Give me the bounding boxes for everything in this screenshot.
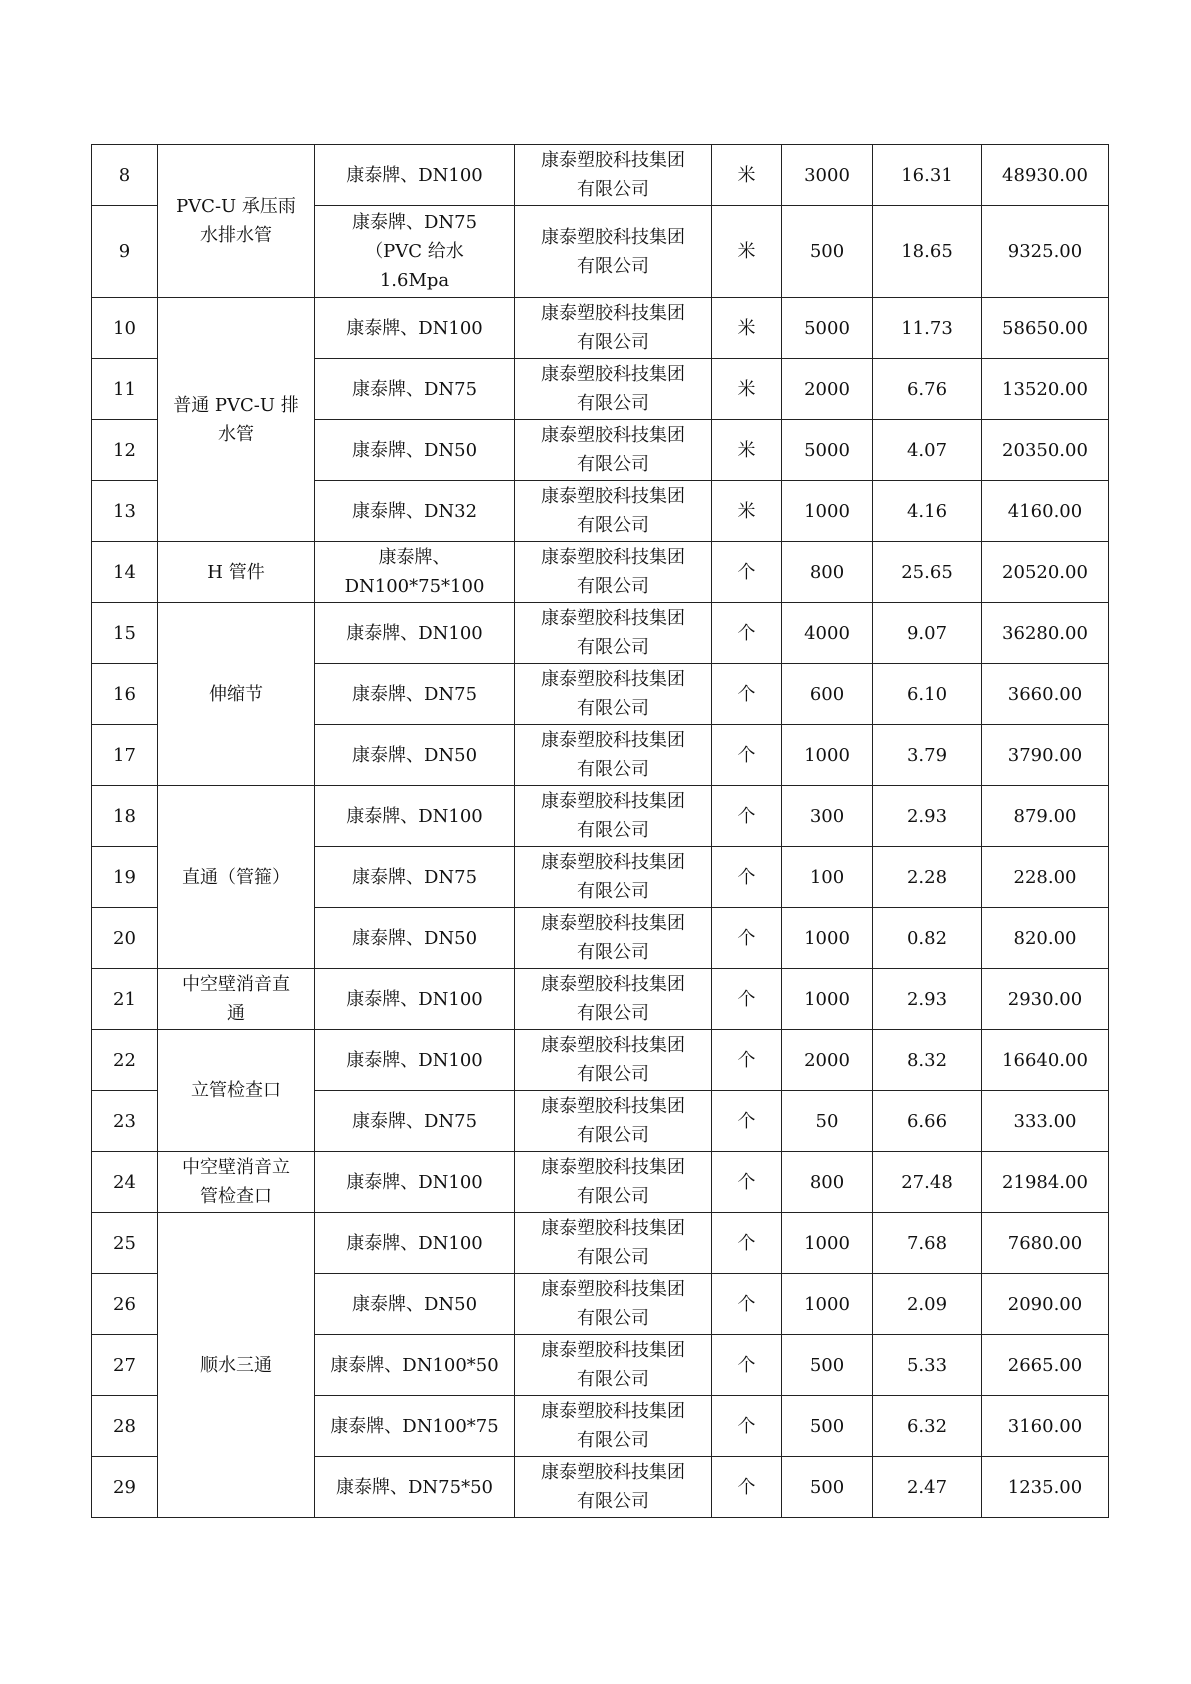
item-unit-price: 4.16 (873, 481, 982, 542)
item-manufacturer-line: 康泰塑胶科技集团 (541, 425, 685, 446)
item-manufacturer-line: 康泰塑胶科技集团 (541, 791, 685, 812)
item-total: 333.00 (982, 1091, 1109, 1152)
item-total: 3160.00 (982, 1396, 1109, 1457)
item-manufacturer-line: 有限公司 (577, 454, 649, 475)
item-quantity: 500 (782, 1335, 873, 1396)
item-quantity: 500 (782, 206, 873, 298)
item-manufacturer-line: 有限公司 (577, 637, 649, 658)
item-quantity: 1000 (782, 908, 873, 969)
item-total: 36280.00 (982, 603, 1109, 664)
item-name-line: 通 (227, 1003, 245, 1024)
item-name: 伸缩节 (158, 603, 315, 786)
item-manufacturer-line: 有限公司 (577, 393, 649, 414)
item-unit-price: 2.93 (873, 969, 982, 1030)
table-row (92, 969, 1109, 1030)
item-manufacturer-line: 康泰塑胶科技集团 (541, 974, 685, 995)
item-manufacturer-line: 康泰塑胶科技集团 (541, 150, 685, 171)
item-name-line: 中空壁消音立 (182, 1157, 290, 1178)
item-quantity: 5000 (782, 298, 873, 359)
table-row (92, 1213, 1109, 1274)
item-manufacturer (515, 786, 712, 847)
item-unit: 个 (712, 664, 782, 725)
item-manufacturer (515, 481, 712, 542)
item-unit: 个 (712, 786, 782, 847)
table-row (92, 298, 1109, 359)
item-unit: 个 (712, 1213, 782, 1274)
item-unit: 个 (712, 1335, 782, 1396)
item-manufacturer (515, 298, 712, 359)
item-manufacturer-line: 康泰塑胶科技集团 (541, 608, 685, 629)
item-unit-price: 4.07 (873, 420, 982, 481)
item-name (158, 298, 315, 542)
item-total: 3790.00 (982, 725, 1109, 786)
item-manufacturer-line: 康泰塑胶科技集团 (541, 226, 685, 248)
item-manufacturer-line: 有限公司 (577, 1308, 649, 1329)
item-spec: 康泰牌、DN75*50 (315, 1457, 515, 1518)
item-spec: 康泰牌、DN75 (315, 1091, 515, 1152)
item-manufacturer-line: 有限公司 (577, 1247, 649, 1268)
item-name-line: 中空壁消音直 (182, 974, 290, 995)
item-name (158, 145, 315, 298)
item-manufacturer (515, 145, 712, 206)
item-total: 2930.00 (982, 969, 1109, 1030)
item-spec: 康泰牌、DN100 (315, 298, 515, 359)
item-total: 3660.00 (982, 664, 1109, 725)
item-number: 24 (92, 1152, 158, 1213)
item-name-line: 水管 (218, 423, 254, 445)
item-quantity: 5000 (782, 420, 873, 481)
item-spec: 康泰牌、DN100 (315, 145, 515, 206)
item-unit: 个 (712, 1274, 782, 1335)
item-quantity: 800 (782, 542, 873, 603)
item-spec: 康泰牌、DN75 (315, 847, 515, 908)
item-unit-price: 0.82 (873, 908, 982, 969)
item-spec: 康泰牌、DN100*50 (315, 1335, 515, 1396)
item-unit: 个 (712, 847, 782, 908)
item-manufacturer-line: 康泰塑胶科技集团 (541, 913, 685, 934)
item-total: 2090.00 (982, 1274, 1109, 1335)
item-unit: 个 (712, 908, 782, 969)
item-name: H 管件 (158, 542, 315, 603)
item-number: 29 (92, 1457, 158, 1518)
item-number: 27 (92, 1335, 158, 1396)
item-name-line: 普通 PVC-U 排 (173, 394, 299, 416)
item-total: 13520.00 (982, 359, 1109, 420)
item-manufacturer-line: 有限公司 (577, 698, 649, 719)
item-name-line: 水排水管 (200, 225, 272, 246)
item-spec: 康泰牌、DN75 (315, 359, 515, 420)
item-total: 20520.00 (982, 542, 1109, 603)
item-spec: 康泰牌、DN50 (315, 725, 515, 786)
item-total: 2665.00 (982, 1335, 1109, 1396)
item-manufacturer-line: 康泰塑胶科技集团 (541, 1401, 685, 1422)
item-unit-price: 6.32 (873, 1396, 982, 1457)
item-spec: 康泰牌、DN100 (315, 1152, 515, 1213)
item-manufacturer (515, 908, 712, 969)
item-unit: 个 (712, 1091, 782, 1152)
item-manufacturer-line: 有限公司 (577, 179, 649, 200)
item-manufacturer-line: 有限公司 (577, 1064, 649, 1085)
item-number: 13 (92, 481, 158, 542)
item-total: 48930.00 (982, 145, 1109, 206)
item-unit-price: 6.10 (873, 664, 982, 725)
item-manufacturer-line: 有限公司 (577, 881, 649, 902)
item-manufacturer-line: 康泰塑胶科技集团 (541, 1462, 685, 1483)
item-spec-line: 康泰牌、 (378, 547, 451, 568)
item-total: 7680.00 (982, 1213, 1109, 1274)
item-spec (315, 206, 515, 298)
item-unit-price: 2.93 (873, 786, 982, 847)
item-number: 28 (92, 1396, 158, 1457)
item-total: 1235.00 (982, 1457, 1109, 1518)
item-unit-price: 3.79 (873, 725, 982, 786)
item-total: 16640.00 (982, 1030, 1109, 1091)
item-manufacturer (515, 664, 712, 725)
item-spec-line: 1.6Mpa (379, 270, 450, 291)
item-manufacturer-line: 有限公司 (577, 1430, 649, 1451)
item-spec-line: DN100*75*100 (344, 576, 485, 597)
item-unit-price: 18.65 (873, 206, 982, 298)
item-unit: 米 (712, 298, 782, 359)
item-unit-price: 25.65 (873, 542, 982, 603)
item-unit-price: 16.31 (873, 145, 982, 206)
item-quantity: 600 (782, 664, 873, 725)
item-total: 228.00 (982, 847, 1109, 908)
item-quantity: 500 (782, 1396, 873, 1457)
item-manufacturer-line: 有限公司 (577, 332, 649, 353)
item-manufacturer (515, 359, 712, 420)
item-manufacturer-line: 康泰塑胶科技集团 (541, 730, 685, 751)
item-total: 9325.00 (982, 206, 1109, 298)
item-number: 23 (92, 1091, 158, 1152)
item-spec: 康泰牌、DN32 (315, 481, 515, 542)
item-manufacturer (515, 1274, 712, 1335)
item-unit-price: 27.48 (873, 1152, 982, 1213)
item-unit: 米 (712, 206, 782, 298)
item-number: 16 (92, 664, 158, 725)
item-manufacturer (515, 1030, 712, 1091)
item-quantity: 100 (782, 847, 873, 908)
item-name: 直通（管箍） (158, 786, 315, 969)
item-number: 17 (92, 725, 158, 786)
item-manufacturer (515, 1335, 712, 1396)
item-number: 8 (92, 145, 158, 206)
item-name-line: PVC-U 承压雨 (176, 196, 296, 217)
item-number: 12 (92, 420, 158, 481)
item-number: 14 (92, 542, 158, 603)
item-quantity: 1000 (782, 1274, 873, 1335)
item-unit: 个 (712, 1396, 782, 1457)
item-manufacturer-line: 康泰塑胶科技集团 (541, 1279, 685, 1300)
item-manufacturer-line: 康泰塑胶科技集团 (541, 303, 685, 324)
item-manufacturer (515, 542, 712, 603)
item-manufacturer-line: 康泰塑胶科技集团 (541, 669, 685, 690)
item-quantity: 500 (782, 1457, 873, 1518)
item-quantity: 2000 (782, 1030, 873, 1091)
item-unit: 个 (712, 1030, 782, 1091)
item-manufacturer-line: 康泰塑胶科技集团 (541, 1218, 685, 1239)
item-manufacturer-line: 有限公司 (577, 1186, 649, 1207)
item-number: 19 (92, 847, 158, 908)
item-number: 26 (92, 1274, 158, 1335)
item-spec: 康泰牌、DN75 (315, 664, 515, 725)
item-manufacturer-line: 有限公司 (577, 942, 649, 963)
table-row (92, 786, 1109, 847)
item-name (158, 1152, 315, 1213)
item-manufacturer (515, 1152, 712, 1213)
item-unit-price: 9.07 (873, 603, 982, 664)
item-quantity: 1000 (782, 969, 873, 1030)
item-quantity: 50 (782, 1091, 873, 1152)
item-unit: 个 (712, 603, 782, 664)
item-name (158, 969, 315, 1030)
item-manufacturer-line: 康泰塑胶科技集团 (541, 1340, 685, 1361)
item-unit-price: 5.33 (873, 1335, 982, 1396)
item-spec: 康泰牌、DN100*75 (315, 1396, 515, 1457)
item-unit: 米 (712, 359, 782, 420)
item-unit: 个 (712, 1152, 782, 1213)
item-manufacturer-line: 康泰塑胶科技集团 (541, 364, 685, 385)
item-number: 22 (92, 1030, 158, 1091)
item-unit: 个 (712, 1457, 782, 1518)
item-quantity: 4000 (782, 603, 873, 664)
item-manufacturer (515, 206, 712, 298)
table-row (92, 603, 1109, 664)
item-manufacturer-line: 有限公司 (577, 1003, 649, 1024)
item-quantity: 2000 (782, 359, 873, 420)
item-unit: 个 (712, 969, 782, 1030)
item-manufacturer (515, 725, 712, 786)
item-spec: 康泰牌、DN100 (315, 786, 515, 847)
item-manufacturer (515, 1213, 712, 1274)
item-manufacturer (515, 1396, 712, 1457)
item-unit-price: 11.73 (873, 298, 982, 359)
item-number: 9 (92, 206, 158, 298)
item-unit: 个 (712, 542, 782, 603)
item-unit-price: 7.68 (873, 1213, 982, 1274)
item-unit-price: 2.09 (873, 1274, 982, 1335)
item-spec: 康泰牌、DN50 (315, 420, 515, 481)
item-total: 4160.00 (982, 481, 1109, 542)
item-number: 11 (92, 359, 158, 420)
item-spec: 康泰牌、DN100 (315, 1030, 515, 1091)
table-row (92, 1030, 1109, 1091)
item-spec-line: 康泰牌、DN75 (351, 212, 478, 233)
materials-table (91, 144, 1109, 1518)
item-unit-price: 2.47 (873, 1457, 982, 1518)
table-row (92, 542, 1109, 603)
item-manufacturer (515, 969, 712, 1030)
item-unit: 米 (712, 420, 782, 481)
item-manufacturer-line: 康泰塑胶科技集团 (541, 852, 685, 873)
item-number: 18 (92, 786, 158, 847)
item-manufacturer-line: 有限公司 (577, 576, 649, 597)
item-number: 21 (92, 969, 158, 1030)
item-unit: 个 (712, 725, 782, 786)
item-manufacturer (515, 603, 712, 664)
item-total: 879.00 (982, 786, 1109, 847)
item-spec: 康泰牌、DN100 (315, 1213, 515, 1274)
item-spec: 康泰牌、DN100 (315, 969, 515, 1030)
item-spec-line: （PVC 给水 (365, 241, 464, 262)
item-manufacturer-line: 有限公司 (577, 759, 649, 780)
item-name: 顺水三通 (158, 1213, 315, 1518)
item-manufacturer-line: 康泰塑胶科技集团 (541, 1035, 685, 1056)
item-manufacturer-line: 有限公司 (577, 515, 649, 536)
item-quantity: 300 (782, 786, 873, 847)
item-unit: 米 (712, 481, 782, 542)
item-manufacturer-line: 康泰塑胶科技集团 (541, 1157, 685, 1178)
item-name-line: 管检查口 (200, 1186, 272, 1207)
item-number: 25 (92, 1213, 158, 1274)
item-total: 58650.00 (982, 298, 1109, 359)
item-unit-price: 8.32 (873, 1030, 982, 1091)
item-quantity: 800 (782, 1152, 873, 1213)
item-manufacturer (515, 847, 712, 908)
item-unit-price: 2.28 (873, 847, 982, 908)
table-row (92, 1152, 1109, 1213)
item-unit: 米 (712, 145, 782, 206)
item-quantity: 1000 (782, 1213, 873, 1274)
item-spec: 康泰牌、DN50 (315, 1274, 515, 1335)
item-spec: 康泰牌、DN50 (315, 908, 515, 969)
item-spec (315, 542, 515, 603)
item-manufacturer-line: 康泰塑胶科技集团 (541, 1096, 685, 1117)
item-manufacturer (515, 420, 712, 481)
item-number: 20 (92, 908, 158, 969)
item-total: 21984.00 (982, 1152, 1109, 1213)
item-unit-price: 6.76 (873, 359, 982, 420)
table-row (92, 145, 1109, 206)
item-name: 立管检查口 (158, 1030, 315, 1152)
item-unit-price: 6.66 (873, 1091, 982, 1152)
item-manufacturer-line: 康泰塑胶科技集团 (541, 486, 685, 507)
item-manufacturer (515, 1091, 712, 1152)
item-manufacturer-line: 有限公司 (577, 820, 649, 841)
item-total: 20350.00 (982, 420, 1109, 481)
table-body (92, 145, 1109, 1518)
item-manufacturer-line: 有限公司 (577, 1125, 649, 1146)
item-quantity: 1000 (782, 725, 873, 786)
item-total: 820.00 (982, 908, 1109, 969)
item-manufacturer-line: 康泰塑胶科技集团 (541, 547, 685, 568)
item-manufacturer-line: 有限公司 (577, 1369, 649, 1390)
item-quantity: 1000 (782, 481, 873, 542)
item-manufacturer-line: 有限公司 (577, 1491, 649, 1512)
item-spec: 康泰牌、DN100 (315, 603, 515, 664)
item-quantity: 3000 (782, 145, 873, 206)
item-manufacturer (515, 1457, 712, 1518)
item-number: 10 (92, 298, 158, 359)
item-number: 15 (92, 603, 158, 664)
item-manufacturer-line: 有限公司 (577, 255, 649, 277)
